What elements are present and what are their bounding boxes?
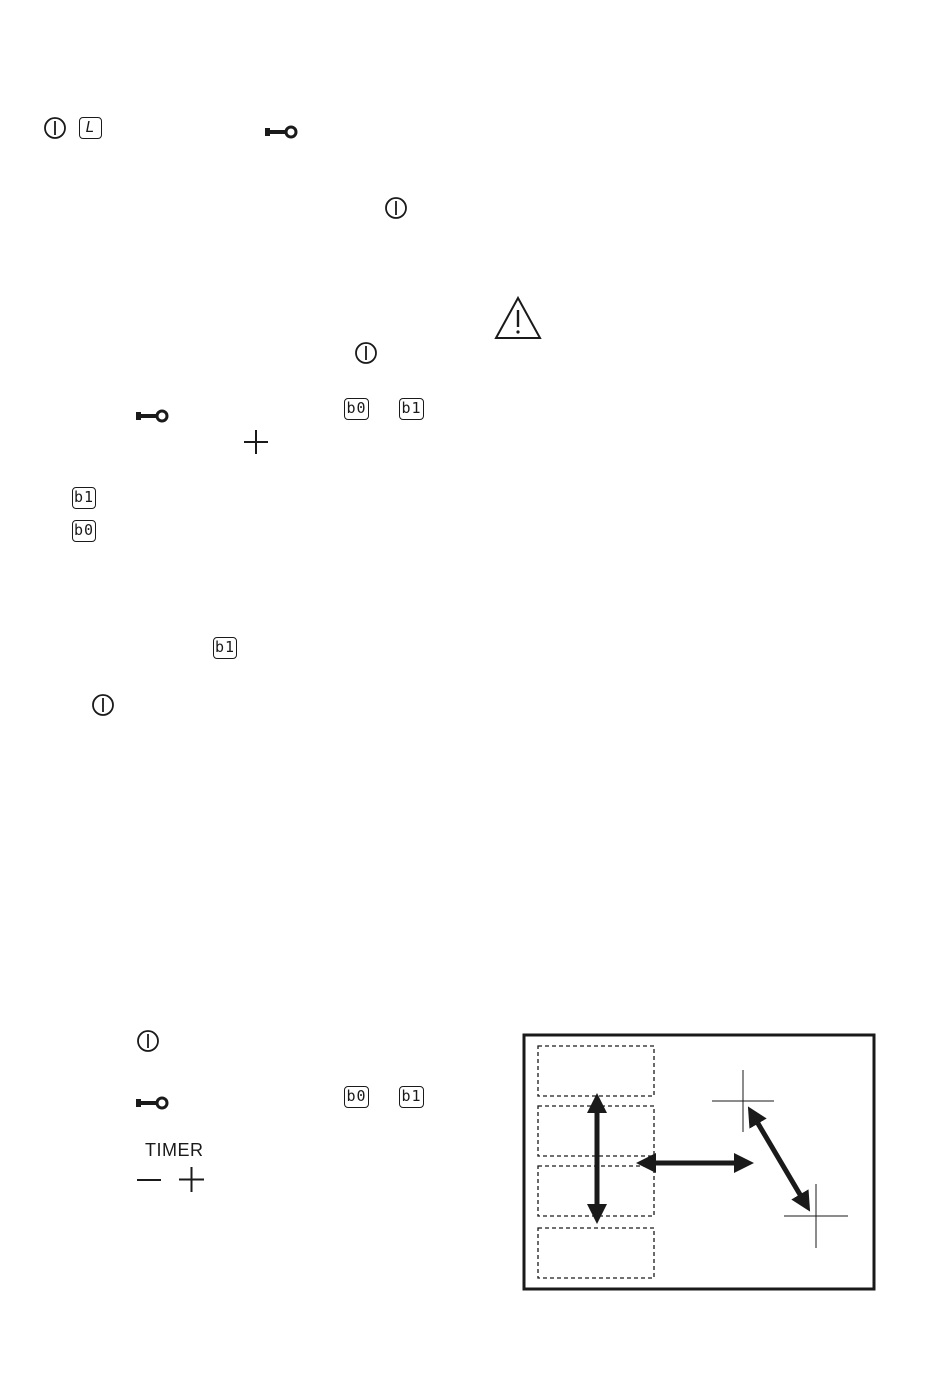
b0-display: b0 bbox=[72, 520, 96, 542]
power-icon bbox=[384, 196, 408, 220]
residual-heat-display: L bbox=[79, 117, 102, 139]
b1-display: b1 bbox=[399, 1086, 424, 1108]
power-icon bbox=[43, 116, 67, 140]
power-icon bbox=[91, 693, 115, 717]
hob-zone-diagram bbox=[522, 1033, 876, 1291]
power-icon bbox=[354, 341, 378, 365]
b1-display: b1 bbox=[72, 487, 96, 509]
crosshair-mark bbox=[784, 1184, 848, 1248]
b0-display: b0 bbox=[344, 1086, 369, 1108]
b1-display: b1 bbox=[399, 398, 424, 420]
crosshair-mark bbox=[712, 1070, 774, 1132]
key-icon bbox=[136, 1095, 170, 1111]
diagonal-move-arrow bbox=[753, 1115, 805, 1203]
cooking-zone bbox=[538, 1228, 654, 1278]
b1-display: b1 bbox=[213, 637, 237, 659]
key-icon bbox=[265, 124, 299, 140]
plus-icon bbox=[243, 429, 269, 455]
warning-triangle-icon bbox=[494, 296, 542, 340]
timer-label: TIMER bbox=[145, 1140, 204, 1160]
plus-icon bbox=[178, 1166, 205, 1193]
key-icon bbox=[136, 408, 170, 424]
b0-display: b0 bbox=[344, 398, 369, 420]
minus-icon bbox=[136, 1178, 162, 1182]
cooking-zone bbox=[538, 1046, 654, 1096]
power-icon bbox=[136, 1029, 160, 1053]
